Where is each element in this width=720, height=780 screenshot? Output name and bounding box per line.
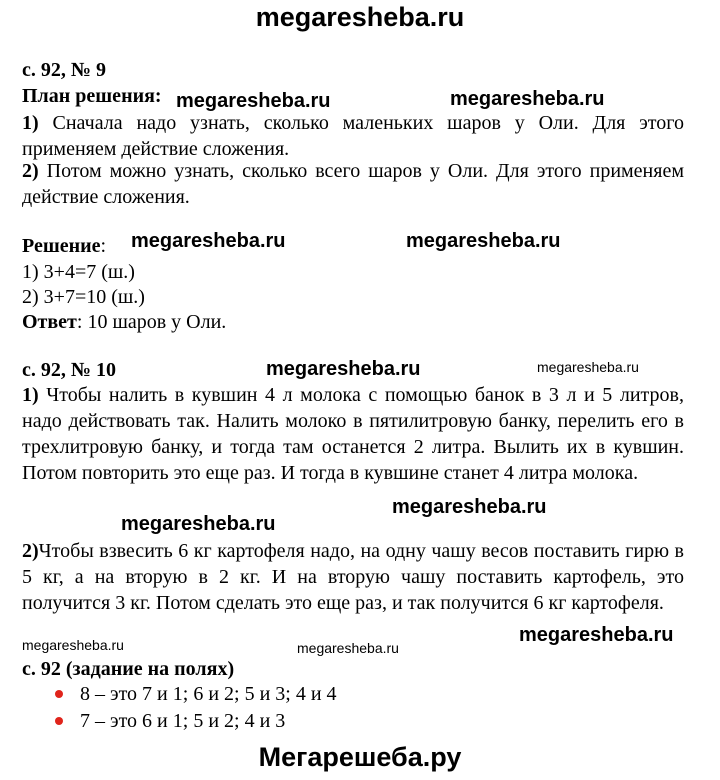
site-footer-title: Мегарешеба.ру (258, 742, 462, 772)
list-item: 7 – это 6 и 1; 5 и 2; 4 и 3 (80, 710, 286, 732)
watermark: megaresheba.ru (266, 358, 421, 380)
solution-label-text: Решение (22, 235, 101, 257)
solution-label (22, 234, 106, 258)
plan-step-2-text: Потом можно узнать, сколько всего шаров у Оли. Для этого применяем действие сложения. (22, 160, 684, 208)
task9-heading: с. 92, № 9 (22, 59, 106, 81)
task10-step-1-number: 1) (22, 384, 39, 406)
task10-step-1 (22, 382, 684, 486)
watermark: megaresheba.ru (537, 359, 639, 375)
answer-label: Ответ (22, 311, 77, 333)
watermark: megaresheba.ru (22, 637, 124, 653)
answer (22, 310, 226, 334)
plan-label: План решения: (22, 85, 162, 107)
watermark: megaresheba.ru (406, 230, 561, 252)
bullet-icon (55, 717, 63, 725)
task10-step-1-text: Чтобы налить в кувшин 4 л молока с помощью банок в 3 л и 5 литров, надо действовать так. Налить молоко в пятилитровую банку, перелить его в трехлитровую банку, и тогда там останется 2 литра. Вылить их в кувшин. Потом повторить это еще раз. И тогда в кувшине станет 4 литра молока. (22, 384, 684, 484)
plan-step-1-number: 1) (22, 112, 39, 134)
plan-step-2 (22, 158, 684, 210)
watermark: megaresheba.ru (450, 88, 605, 110)
site-header-title: megaresheba.ru (255, 2, 465, 32)
margin-task-heading: с. 92 (задание на полях) (22, 658, 235, 680)
task10-heading: с. 92, № 10 (22, 359, 116, 381)
plan-step-1 (22, 110, 684, 162)
watermark: megaresheba.ru (121, 513, 276, 535)
task10-step-2 (22, 538, 684, 616)
answer-text: : 10 шаров у Оли. (76, 311, 227, 333)
watermark: megaresheba.ru (131, 230, 286, 252)
task10-step-2-number: 2) (22, 540, 39, 562)
plan-step-2-number: 2) (22, 160, 39, 182)
watermark: megaresheba.ru (519, 624, 674, 646)
solution-label-colon: : (100, 235, 107, 257)
plan-step-1-text: Сначала надо узнать, сколько маленьких шаров у Оли. Для этого применяем действие сложения. (22, 112, 684, 160)
watermark: megaresheba.ru (392, 496, 547, 518)
bullet-icon (55, 690, 63, 698)
watermark: megaresheba.ru (176, 90, 331, 112)
task10-step-2-text: Чтобы взвесить 6 кг картофеля надо, на одну чашу весов поставить гирю в 5 кг, а на вторую в 2 кг. И на вторую чашу поставить картофель, это получится 3 кг. Потом сделать это еще раз, и так получится 6 кг картофеля. (22, 540, 684, 614)
watermark: megaresheba.ru (297, 640, 399, 656)
solution-step-1: 1) 3+4=7 (ш.) (22, 261, 135, 283)
solution-step-2: 2) 3+7=10 (ш.) (22, 286, 145, 308)
list-item: 8 – это 7 и 1; 6 и 2; 5 и 3; 4 и 4 (80, 683, 337, 705)
